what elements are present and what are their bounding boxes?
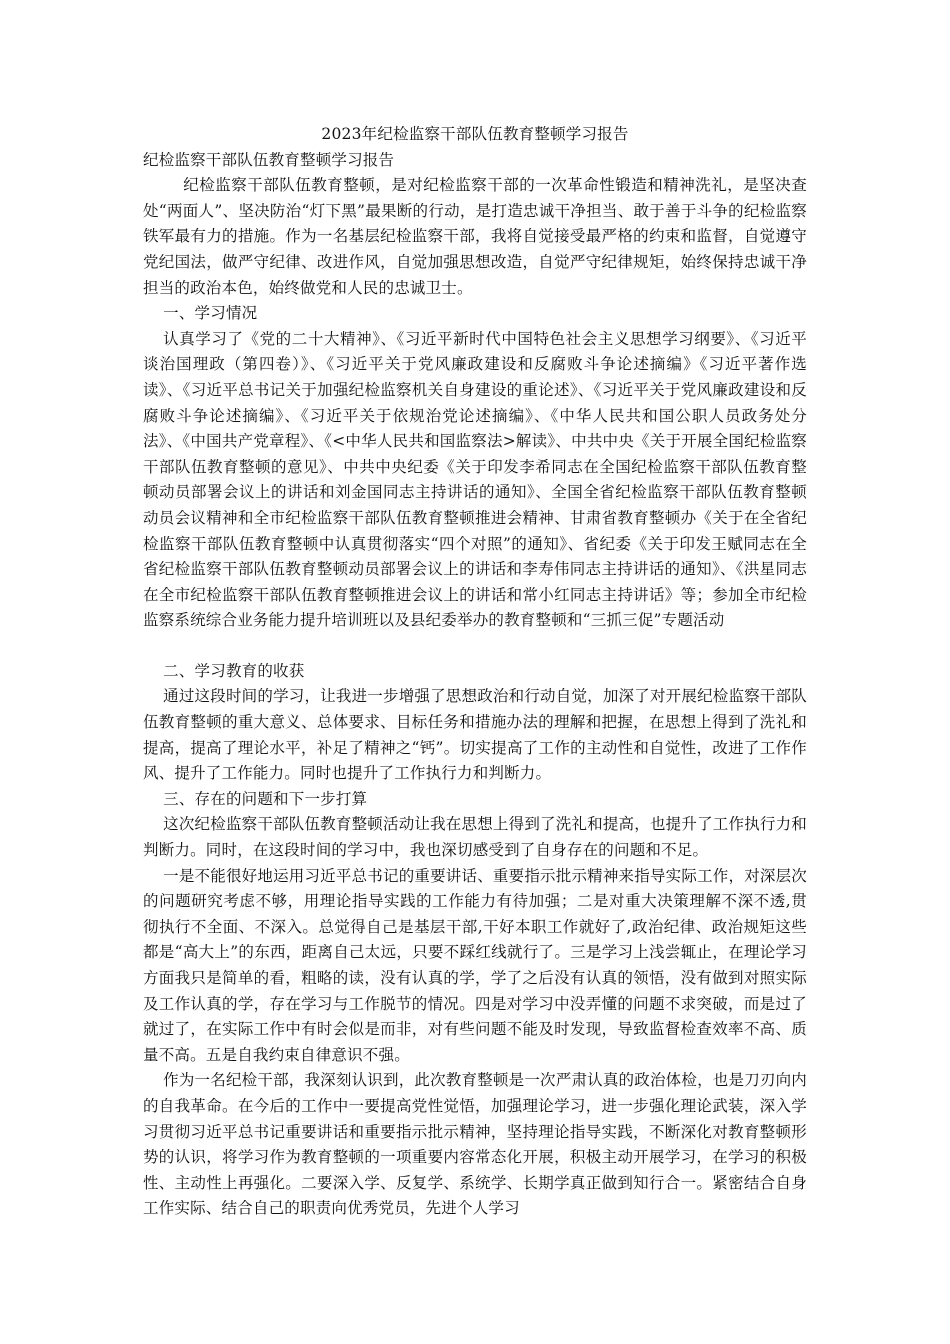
- document-body: [143, 122, 807, 1222]
- study-paragraph: 认真学习了《党的二十大精神》、《习近平新时代中国特色社会主义思想学习纲要》、《习近平谈治国理政（第四卷）》、《习近平关于党风廉政建设和反腐败斗争论述摘编》《习近平著作选读》、《习近平总书记关于加强纪检监察机关自身建设的重论述》、《习近平关于党风廉政建设和反腐败斗争论述摘编》、《习近平关于依规治党论述摘编》、《中华人民共和国公职人员政务处分法》、《中国共产党章程》、《<中华人民共和国监察法>解读》、中共中央《关于开展全国纪检监察干部队伍教育整顿的意见》、中共中央纪委《关于印发李希同志在全国纪检监察干部队伍教育整顿动员部署会议上的讲话和刘金国同志主持讲话的通知》、全国全省纪检监察干部队伍教育整顿动员会议精神和全市纪检监察干部队伍教育整顿推进会精神、甘肃省教育整顿办《关于在全省纪检监察干部队伍教育整顿中认真贯彻落实“四个对照”的通知》、省纪委《关于印发王赋同志在全省纪检监察干部队伍教育整顿动员部署会议上的讲话和李寿伟同志主持讲话的通知》、《洪星同志在全市纪检监察干部队伍教育整顿推进会议上的讲话和常小红同志主持讲话》等；参加全市纪检监察系统综合业务能力提升培训班以及县纪委举办的教育整顿和“三抓三促”专题活动: [143, 329, 807, 630]
- section-heading-gains: 二、学习教育的收获: [163, 661, 305, 680]
- section-heading-study: 一、学习情况: [163, 304, 258, 323]
- document-title: 2023年纪检监察干部队伍教育整顿学习报告: [321, 125, 629, 143]
- intro-paragraph: 纪检监察干部队伍教育整顿，是对纪检监察干部的一次革命性锻造和精神洗礼，是坚决查处“两面人”、坚决防治“灯下黑”最果断的行动，是打造忠诚干净担当、敢于善于斗争的纪检监察铁军最有力的措施。作为一名基层纪检监察干部，我将自觉接受最严格的约束和监督，自觉遵守党纪国法，做严守纪律、改进作风，自觉加强思想改造，自觉严守纪律规矩，始终保持忠诚干净担当的政治本色，始终做党和人民的忠诚卫士。: [143, 176, 807, 297]
- next-steps-paragraph: 作为一名纪检干部，我深刻认识到，此次教育整顿是一次严肃认真的政治体检，也是刀刃向内的自我革命。在今后的工作中一要提高党性觉悟，加强理论学习，进一步强化理论武装，深入学习贯彻习近平总书记重要讲话和重要指示批示精神，坚持理论指导实践，不断深化对教育整顿形势的认识，将学习作为教育整顿的一项重要内容常态化开展，积极主动开展学习，在学习的积极性、主动性上再强化。二要深入学、反复学、系统学、长期学真正做到知行合一。紧密结合自身工作实际、结合自己的职责向优秀党员，先进个人学习: [143, 1071, 807, 1218]
- problems-intro-paragraph: 这次纪检监察干部队伍教育整顿活动让我在思想上得到了洗礼和提高，也提升了工作执行力和判断力。同时，在这段时间的学习中，我也深切感受到了自身存在的问题和不足。: [143, 815, 807, 860]
- document-subtitle: 纪检监察干部队伍教育整顿学习报告: [143, 150, 395, 169]
- section-heading-problems: 三、存在的问题和下一步打算: [163, 789, 368, 808]
- problems-list-paragraph: 一是不能很好地运用习近平总书记的重要讲话、重要指示批示精神来指导实际工作，对深层次的问题研究考虑不够，用理论指导实践的工作能力有待加强；二是对重大决策理解不深不透,贯彻执行不全面、不深入。总觉得自己是基层干部,干好本职工作就好了,政治纪律、政治规矩这些都是“高大上”的东西，距离自己太远，只要不踩红线就行了。三是学习上浅尝辄止，在理论学习方面我只是简单的看，粗略的读，没有认真的学，学了之后没有认真的领悟，没有做到对照实际及工作认真的学，存在学习与工作脱节的情况。四是对学习中没弄懂的问题不求突破，而是过了就过了，在实际工作中有时会似是而非，对有些问题不能及时发现，导致监督检查效率不高、质量不高。五是自我约束自律意识不强。: [143, 866, 807, 1064]
- gains-paragraph: 通过这段时间的学习，让我进一步增强了思想政治和行动自觉，加深了对开展纪检监察干部队伍教育整顿的重大意义、总体要求、目标任务和措施办法的理解和把握，在思想上得到了洗礼和提高，提高了理论水平，补足了精神之“钙”。切实提高了工作的主动性和自觉性，改进了工作作风、提升了工作能力。同时也提升了工作执行力和判断力。: [143, 687, 807, 783]
- blank-line: [143, 634, 807, 659]
